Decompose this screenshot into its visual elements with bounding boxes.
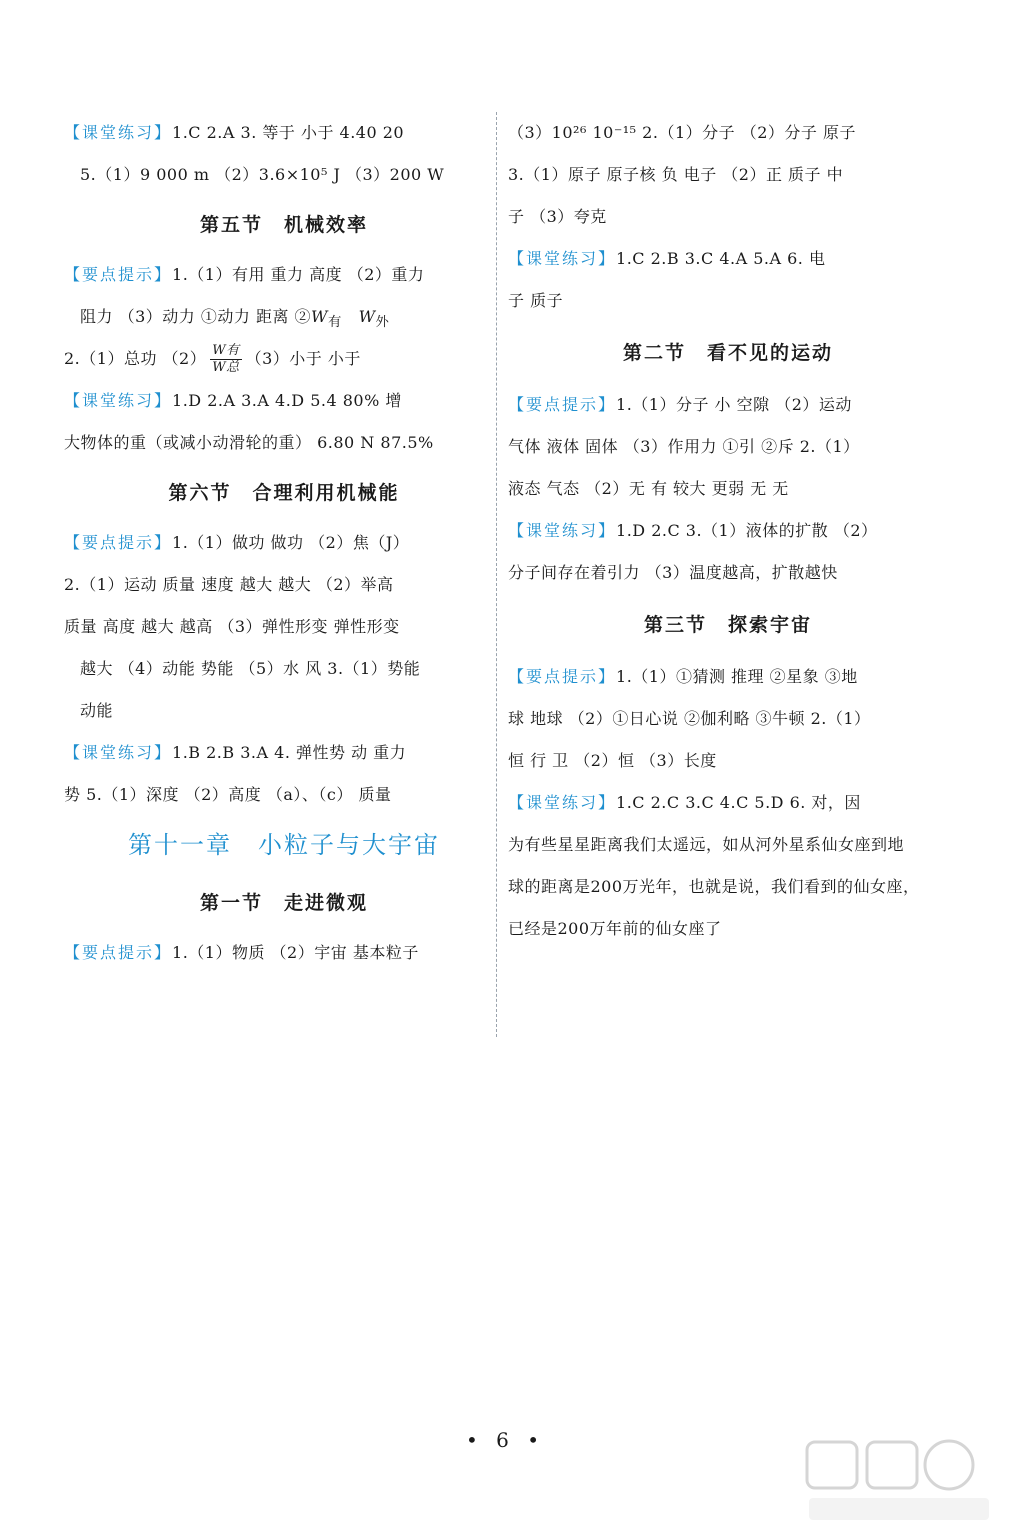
section-title: 第二节 看不见的运动 (622, 342, 833, 364)
answer-line: 【课堂练习】1.D 2.A 3.A 4.D 5.4 80% 增 (64, 391, 402, 410)
answer-line: （3）10²⁶ 10⁻¹⁵ 2.（1）分子 （2）分子 原子 (508, 123, 856, 142)
class-practice-tag: 【课堂练习】 (64, 123, 173, 142)
chapter-title: 第十一章 小粒子与大宇宙 (128, 831, 440, 859)
answer-line: 势 5.（1）深度 （2）高度 （a）、（c） 质量 (64, 785, 392, 804)
answer-line: 【要点提示】1.（1）做功 做功 （2）焦（J） (64, 533, 410, 552)
class-practice-tag: 【课堂练习】 (64, 391, 173, 410)
answer-line: 【要点提示】1.（1）分子 小 空隙 （2）运动 (508, 395, 852, 414)
answer-line: 子 （3）夸克 (508, 207, 607, 226)
answer-line: 5.（1）9 000 m （2）3.6×10⁵ J （3）200 W (80, 165, 445, 184)
answer-line: 3.（1）原子 原子核 负 电子 （2）正 质子 中 (508, 165, 844, 184)
answer-line: 越大 （4）动能 势能 （5）水 风 3.（1）势能 (80, 659, 421, 678)
answer-line: 2.（1）总功 （2） $\frac{\text{W有}}{\text{W总}}$ （3）小于 小于 (64, 343, 361, 375)
efficiency-fraction: $\frac{\text{W有}}{\text{W总}}$ (212, 343, 240, 375)
key-points-tag: 【要点提示】 (64, 533, 173, 552)
key-points-tag: 【要点提示】 (508, 667, 617, 686)
answer-line: 阻力 （3）动力 ①动力 距离 $②W_有$ $W_外$ (80, 307, 390, 331)
class-practice-tag: 【课堂练习】 (64, 743, 173, 762)
answer-line: 为有些星星距离我们太遥远，如从河外星系仙女座到地 (508, 835, 905, 854)
class-practice-tag: 【课堂练习】 (508, 521, 617, 540)
answer-line: 子 质子 (508, 291, 564, 310)
answer-line: 恒 行 卫 （2）恒 （3）长度 (508, 751, 717, 770)
watermark-logo-icon (799, 1436, 999, 1526)
key-points-tag: 【要点提示】 (64, 943, 173, 962)
answer-line: 动能 (80, 701, 114, 720)
answer-line: 已经是200万年前的仙女座了 (508, 919, 722, 938)
answer-line: 【课堂练习】1.C 2.B 3.C 4.A 5.A 6. 电 (508, 249, 826, 268)
answer-line: 【课堂练习】1.D 2.C 3.（1）液体的扩散 （2） (508, 521, 878, 540)
answer-line: 【要点提示】1.（1）①猜测 推理 ②星象 ③地 (508, 667, 858, 686)
section-title: 第一节 走进微观 (199, 892, 368, 914)
page-number: • 6 • (465, 1428, 546, 1452)
class-practice-tag: 【课堂练习】 (508, 249, 617, 268)
answer-line: 【课堂练习】1.C 2.A 3. 等于 小于 4.40 20 (64, 123, 405, 142)
answer-line: 【课堂练习】1.C 2.C 3.C 4.C 5.D 6. 对，因 (508, 793, 861, 812)
answer-line: 分子间存在着引力 （3）温度越高，扩散越快 (508, 563, 838, 582)
answer-line: 【要点提示】1.（1）有用 重力 高度 （2）重力 (64, 265, 425, 284)
class-practice-tag: 【课堂练习】 (508, 793, 617, 812)
key-points-tag: 【要点提示】 (64, 265, 173, 284)
section-title: 第六节 合理利用机械能 (168, 482, 400, 504)
key-points-tag: 【要点提示】 (508, 395, 617, 414)
answer-line: 【课堂练习】1.B 2.B 3.A 4. 弹性势 动 重力 (64, 743, 407, 762)
column-divider (496, 112, 497, 1037)
answer-line: 液态 气态 （2）无 有 较大 更弱 无 无 (508, 479, 789, 498)
right-column (508, 112, 948, 950)
answer-line: 2.（1）运动 质量 速度 越大 越大 （2）举高 (64, 575, 394, 594)
answer-line: 球 地球 （2）①日心说 ②伽利略 ③牛顿 2.（1） (508, 709, 871, 728)
answer-line: 【要点提示】1.（1）物质 （2）宇宙 基本粒子 (64, 943, 419, 962)
section-title: 第三节 探索宇宙 (643, 614, 812, 636)
left-column (64, 112, 504, 974)
answer-line: 质量 高度 越大 越高 （3）弹性形变 弹性形变 (64, 617, 400, 636)
answer-line: 气体 液体 固体 （3）作用力 ①引 ②斥 2.（1） (508, 437, 860, 456)
answer-line: 大物体的重（或减小动滑轮的重） 6.80 N 87.5% (64, 433, 434, 452)
answer-line: 球的距离是200万光年，也就是说，我们看到的仙女座， (508, 877, 920, 896)
section-title: 第五节 机械效率 (199, 214, 368, 236)
